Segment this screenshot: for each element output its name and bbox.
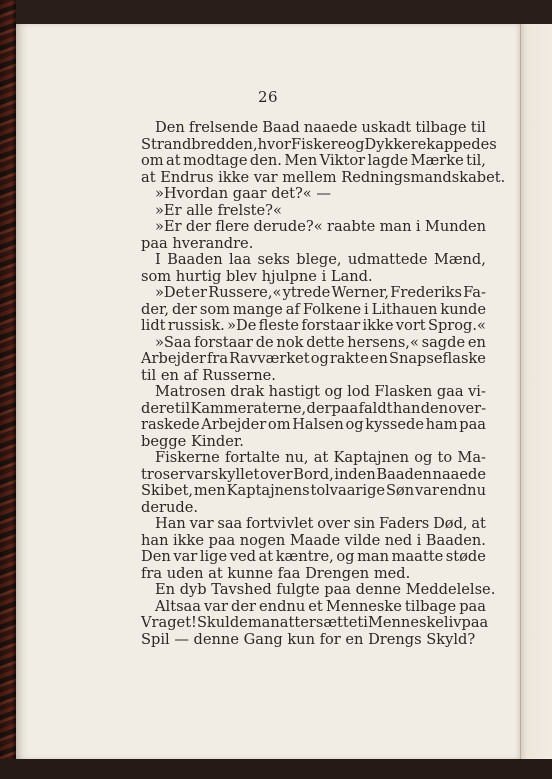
text-line: Strandbredden, hvor Fiskere og Dykkere kappedes [141, 135, 497, 153]
text-line: troser var skyllet over Bord, inden Baaden naaede [141, 465, 486, 483]
text-line: Fiskerne fortalte nu, at Kaptajnen og to Ma- [155, 449, 486, 466]
text-line: »Saa forstaar de nok dette hersens,« sagde en [155, 333, 486, 351]
text-line: Spil — denne Gang kun for en Drengs Skyld? [141, 630, 476, 648]
text-line: fra uden at kunne faa Drengen med. [141, 564, 411, 582]
text-line: begge Kinder. [141, 432, 244, 450]
text-line: lidt russisk. »De fleste forstaar ikke vort Sprog.« [141, 317, 486, 334]
scan-top-edge [0, 0, 552, 24]
text-line: »Hvordan gaar det?« — [155, 185, 331, 202]
text-line: »Det er Russere,« ytrede Werner, Frederiks Fa- [155, 284, 486, 301]
text-line: Skibet, men Kaptajnens tolvaarige Søn var endnu [141, 482, 486, 499]
text-line: om at modtage den. Men Viktor lagde Mærke til, [141, 152, 486, 169]
text-line: paa hverandre. [141, 234, 254, 252]
text-line: I Baaden laa seks blege, udmattede Mænd, [155, 251, 486, 268]
scan-bottom-edge [0, 759, 552, 779]
text-line: til en af Russerne. [141, 366, 276, 384]
text-line: »Er alle frelste?« [155, 201, 282, 219]
page-body-text [141, 119, 506, 648]
text-line: »Er der flere derude?« raabte man i Munden [155, 218, 486, 235]
book-page [16, 24, 520, 759]
text-line: Han var saa fortvivlet over sin Faders Død, at [155, 515, 486, 532]
binding-shadow [0, 0, 16, 779]
page-number: 26 [257, 88, 279, 106]
text-line: derude. [141, 498, 198, 516]
text-line: Altsaa var der endnu et Menneske tilbage paa [155, 597, 486, 615]
text-line: at Endrus ikke var mellem Redningsmandskabet. [141, 168, 506, 186]
text-line: Den var lige ved at kæntre, og man maatte støde [141, 548, 486, 565]
text-line: En dyb Tavshed fulgte paa denne Meddelelse. [155, 581, 496, 598]
text-line: Den frelsende Baad naaede uskadt tilbage til [155, 119, 486, 136]
text-line: raskede Arbejder om Halsen og kyssede ham paa [141, 416, 486, 433]
text-line: dere til Kammeraterne, derpaa faldt han den over- [141, 399, 486, 417]
facing-page-edge [520, 24, 552, 759]
text-line: som hurtig blev hjulpne i Land. [141, 267, 373, 285]
text-line: der, der som mange af Folkene i Lithauen kunde [141, 300, 486, 318]
text-line: Arbejder fra Ravværket og rakte en Snapseflaske [141, 350, 486, 367]
text-line: han ikke paa nogen Maade vilde ned i Baaden. [141, 531, 486, 549]
text-line: Vraget! Skulde man atter sætte ti Menneskeliv paa [141, 614, 489, 631]
text-line: Matrosen drak hastigt og lod Flasken gaa vi- [155, 383, 486, 400]
